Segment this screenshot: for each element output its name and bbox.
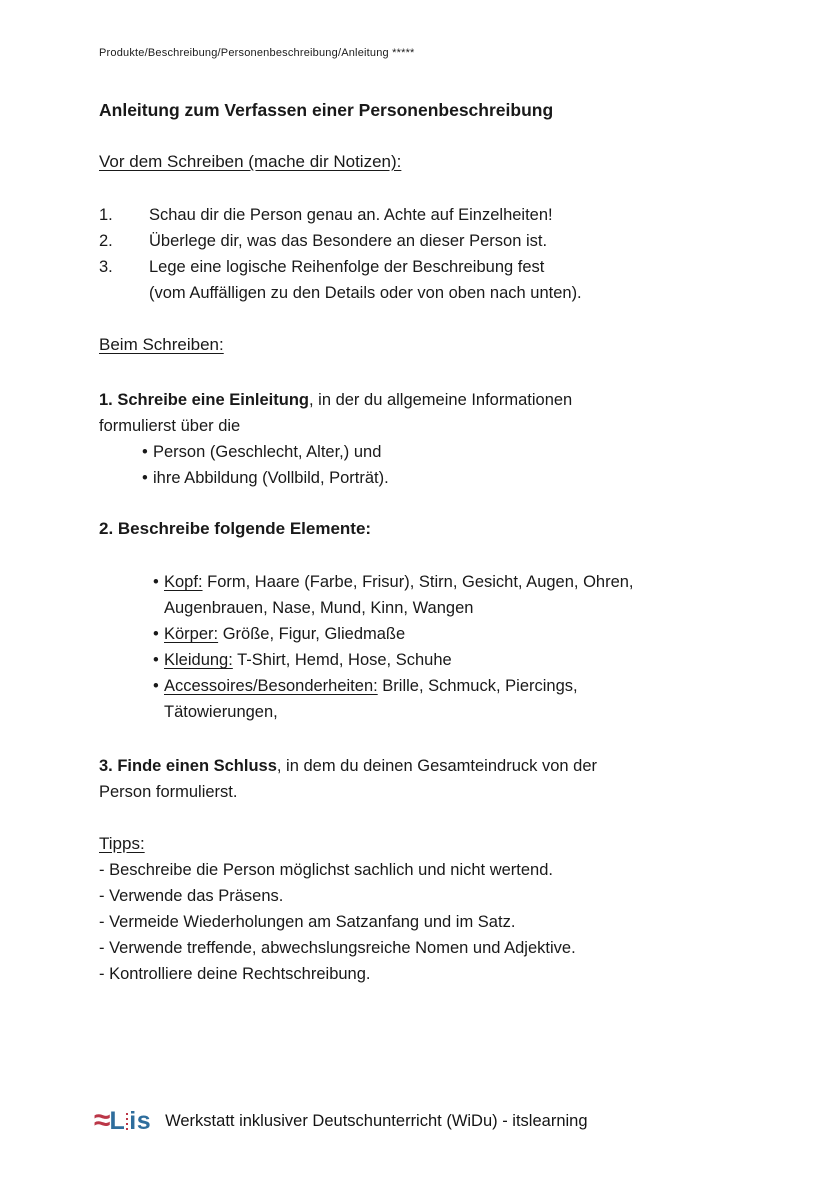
logo-letter-l: L [109,1107,126,1135]
tips-heading: Tipps: [99,834,145,853]
bullet-detail: Form, Haare (Farbe, Frisur), Stirn, Gesicht, Augen, Ohren, [202,573,634,591]
step3-lead: 3. Finde einen Schluss [99,757,277,775]
step2-bullet-list [99,569,744,725]
bullet-item [153,673,744,725]
breadcrumb: Produkte/Beschreibung/Personenbeschreibung/Anleitung ***** [99,47,415,59]
bullet-line2: Tätowierungen, [164,703,278,721]
step1-lead: 1. Schreibe eine Einleitung [99,391,309,409]
tip-item: - Kontrolliere deine Rechtschreibung. [99,965,371,983]
bullet-label: Kleidung: [164,651,233,669]
bullet-text [164,621,744,647]
section-heading-before-writing: Vor dem Schreiben (mache dir Notizen): [99,152,402,171]
bullet-text: Person (Geschlecht, Alter,) und [153,443,382,461]
step1-bullet-list [99,439,744,491]
step3-line1 [99,753,744,779]
bullet-icon: • [153,625,159,643]
logo-letters-is: is [129,1107,152,1135]
numbered-list-before-writing [99,202,744,306]
list-item [99,202,744,228]
page-title: Anleitung zum Verfassen einer Personenbeschreibung [99,100,554,120]
dotted-line-icon [126,1113,128,1130]
step3-line2: Person formulierst. [99,783,238,801]
tip-item: - Vermeide Wiederholungen am Satzanfang und im Satz. [99,913,516,931]
list-item-line2: (vom Auffälligen zu den Details oder von oben nach unten). [149,284,582,302]
step3-paragraph [99,753,744,805]
bullet-detail: Größe, Figur, Gliedmaße [218,625,406,643]
step1-paragraph [99,387,744,439]
bullet-text [164,647,744,673]
bullet-icon: • [142,469,148,487]
bullet-line2: Augenbrauen, Nase, Mund, Kinn, Wangen [164,599,474,617]
list-item-text: Überlege dir, was das Besondere an dieser Person ist. [149,232,548,250]
bullet-text: ihre Abbildung (Vollbild, Porträt). [153,469,389,487]
bullet-text [164,569,744,621]
tips-section [99,831,744,987]
bullet-text [164,673,744,725]
step3-rest: , in dem du deinen Gesamteindruck von der [276,757,597,775]
step1-line2: formulierst über die [99,417,241,435]
step2-heading: 2. Beschreibe folgende Elemente: [99,519,372,538]
lis-logo [94,1106,151,1136]
bullet-item [153,621,744,647]
bullet-item [142,439,744,465]
list-number: 1. [99,206,113,224]
bullet-icon: • [153,651,159,669]
tip-item: - Beschreibe die Person möglichst sachlich und nicht wertend. [99,861,553,879]
step1-rest: , in der du allgemeine Informationen [308,391,573,409]
list-item-text [149,254,744,306]
section-heading-while-writing: Beim Schreiben: [99,335,224,354]
list-item [99,228,744,254]
bullet-icon: • [142,443,148,461]
bullet-icon: • [153,573,159,591]
bullet-item [153,647,744,673]
footer [94,1106,588,1136]
bullet-detail: T-Shirt, Hemd, Hose, Schuhe [232,651,452,669]
wave-icon: ≈ [94,1104,109,1137]
bullet-label: Accessoires/Besonderheiten: [164,677,378,695]
list-number: 2. [99,232,113,250]
list-item-text: Schau dir die Person genau an. Achte auf Einzelheiten! [149,206,553,224]
bullet-icon: • [153,677,159,695]
bullet-item [142,465,744,491]
bullet-label: Körper: [164,625,219,643]
bullet-item [153,569,744,621]
step1-line1 [99,387,744,413]
footer-label: Werkstatt inklusiver Deutschunterricht (WiDu) - itslearning [165,1111,588,1130]
bullet-detail: Brille, Schmuck, Piercings, [377,677,578,695]
list-item-line1: Lege eine logische Reihenfolge der Beschreibung fest [149,258,545,276]
list-item [99,254,744,306]
tip-item: - Verwende treffende, abwechslungsreiche Nomen und Adjektive. [99,939,576,957]
tip-item: - Verwende das Präsens. [99,887,284,905]
list-number: 3. [99,258,113,276]
bullet-label: Kopf: [164,573,203,591]
